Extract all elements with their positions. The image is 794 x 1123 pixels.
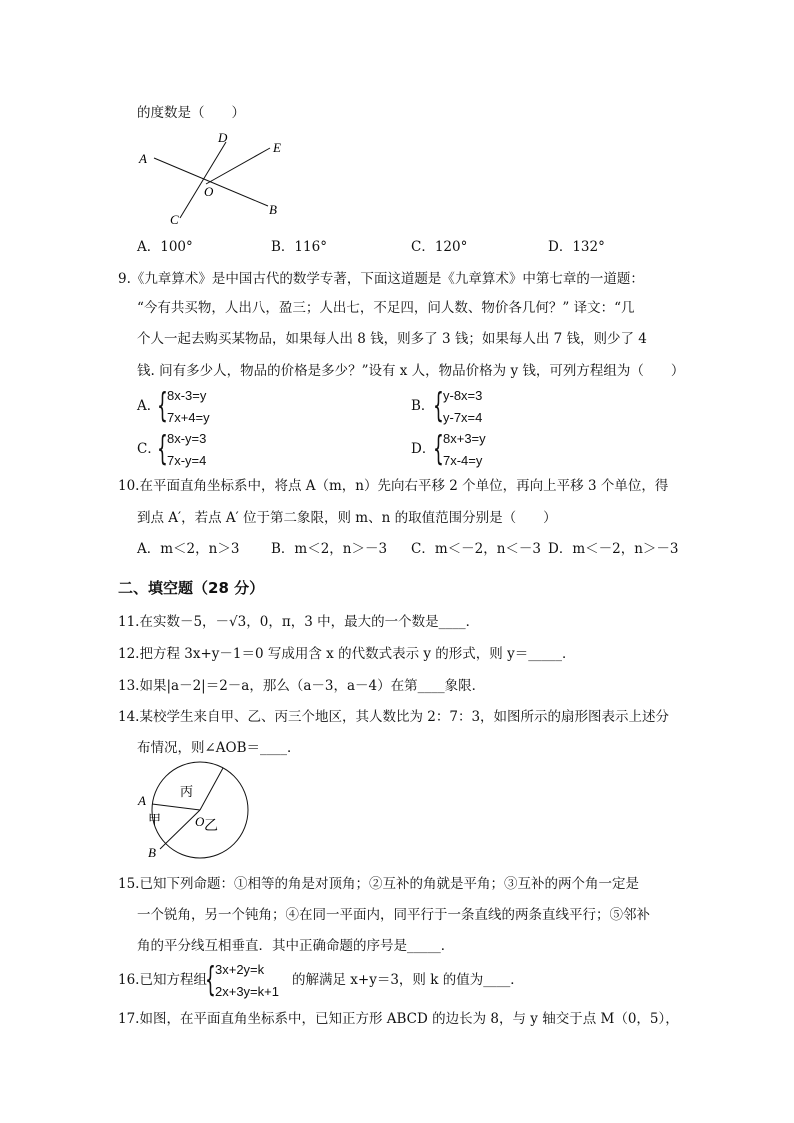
label-e: E <box>273 140 281 155</box>
label-c: C <box>170 212 179 227</box>
equation-2: y-7x=4 <box>443 410 483 425</box>
q15-line-1: 15.已知下列命题：①相等的角是对顶角；②互补的角就是平角；③互补的两个角一定是 <box>118 876 639 892</box>
label-b: B <box>269 202 277 217</box>
q9-line-4: 钱. 问有多少人，物品的价格是多少？”设有 x 人，物品价格为 y 钱，可列方程组为（ ） <box>137 363 685 379</box>
q12: 12.把方程 3x+y－1＝0 写成用含 x 的代数式表示 y 的形式，则 y＝_____． <box>118 646 576 662</box>
q9-option-c-system <box>157 429 247 471</box>
radius-oc <box>200 768 223 810</box>
radius-oa <box>152 804 200 810</box>
q14-pie-figure <box>130 760 260 862</box>
q8-option-a: A．100° <box>137 239 193 255</box>
q9-option-a-label: A． <box>137 398 161 414</box>
q9-option-b-label: B． <box>411 398 435 414</box>
q10-line-2: 到点 A′，若点 A′ 位于第二象限，则 m、n 的取值范围分别是（ ） <box>137 510 557 526</box>
q17: 17.如图，在平面直角坐标系中，已知正方形 ABCD 的边长为 8，与 y 轴交于点 M（0，5）， <box>118 1011 679 1027</box>
brace-icon: { <box>205 960 216 1000</box>
equation-2: 7x-y=4 <box>167 453 207 468</box>
label-bing: 丙 <box>180 785 194 800</box>
q9-option-d-label: D． <box>411 441 436 457</box>
q8-tail: 的度数是（ ） <box>137 105 245 121</box>
brace-icon: { <box>433 429 444 469</box>
label-o: O <box>204 184 214 199</box>
q15-line-2: 一个锐角，另一个钝角；④在同一平面内，同平行于一条直线的两条直线平行；⑤邻补 <box>137 907 650 923</box>
equation-2: 2x+3y=k+1 <box>215 984 279 999</box>
equation-1: 8x-y=3 <box>167 431 207 446</box>
q14-line-2: 布情况，则∠AOB＝____． <box>137 740 301 756</box>
brace-icon: { <box>157 429 168 469</box>
q16-prefix: 16.已知方程组 <box>118 972 207 988</box>
q15-line-3: 角的平分线互相垂直．其中正确命题的序号是_____． <box>137 938 455 954</box>
q8-option-b: B．116° <box>271 239 327 255</box>
label-o: O <box>195 814 205 829</box>
q8-option-c: C．120° <box>411 239 468 255</box>
brace-icon: { <box>157 386 168 426</box>
q10-line-1: 10.在平面直角坐标系中，将点 A（m，n）先向右平移 2 个单位，再向上平移 3 个单位，得 <box>118 478 669 494</box>
equation-2: 7x-4=y <box>443 453 483 468</box>
q14-line-1: 14.某校学生来自甲、乙、丙三个地区，其人数比为 2：7：3，如图所示的扇形图表示上述分 <box>118 709 670 725</box>
radius-ob <box>160 810 200 849</box>
line-cd <box>180 142 226 218</box>
q9-option-b-system <box>433 386 523 428</box>
section-heading: 二、填空题（28 分） <box>118 579 265 597</box>
q16-suffix: 的解满足 x+y＝3，则 k 的值为____． <box>292 972 524 988</box>
equation-1: 8x-3=y <box>167 388 207 403</box>
q9-line-2: “今有共买物，人出八，盈三；人出七，不足四，问人数、物价各几何？” 译文：“几 <box>137 300 635 316</box>
equation-1: 3x+2y=k <box>215 962 265 977</box>
q13: 13.如果|a－2|＝2－a，那么（a－3，a－4）在第____象限． <box>118 678 486 694</box>
q9-option-c-label: C． <box>137 441 161 457</box>
label-jia: 甲 <box>148 813 162 828</box>
q9-line-3: 个人一起去购买某物品，如果每人出 8 钱，则多了 3 钱；如果每人出 7 钱，则少了 4 <box>137 331 647 347</box>
equation-1: y-8x=3 <box>443 388 483 403</box>
q10-option-a: A．m＜2，n＞3 <box>137 541 240 557</box>
label-a: A <box>138 793 146 808</box>
q11: 11.在实数－5，－√3，0，π，3 中，最大的一个数是____． <box>118 614 480 630</box>
q9-line-1: 9.《九章算术》是中国古代的数学专著，下面这道题是《九章算术》中第七章的一道题： <box>118 271 644 287</box>
label-a: A <box>139 151 147 166</box>
q16-system <box>205 960 295 1002</box>
q9-option-d-system <box>433 429 523 471</box>
ray-oe <box>206 148 270 184</box>
equation-2: 7x+4=y <box>167 410 210 425</box>
q8-angle-figure <box>130 128 300 228</box>
q10-option-d: D．m＜－2，n＞－3 <box>548 541 679 557</box>
q10-option-c: C．m＜－2，n＜－3 <box>411 541 542 557</box>
label-b: B <box>148 845 156 860</box>
equation-1: 8x+3=y <box>443 431 486 446</box>
q9-option-a-system <box>157 386 247 428</box>
q8-option-d: D．132° <box>548 239 605 255</box>
brace-icon: { <box>433 386 444 426</box>
q10-option-b: B．m＜2，n＞－3 <box>271 541 388 557</box>
label-d: D <box>218 130 228 145</box>
label-yi: 乙 <box>204 818 218 834</box>
